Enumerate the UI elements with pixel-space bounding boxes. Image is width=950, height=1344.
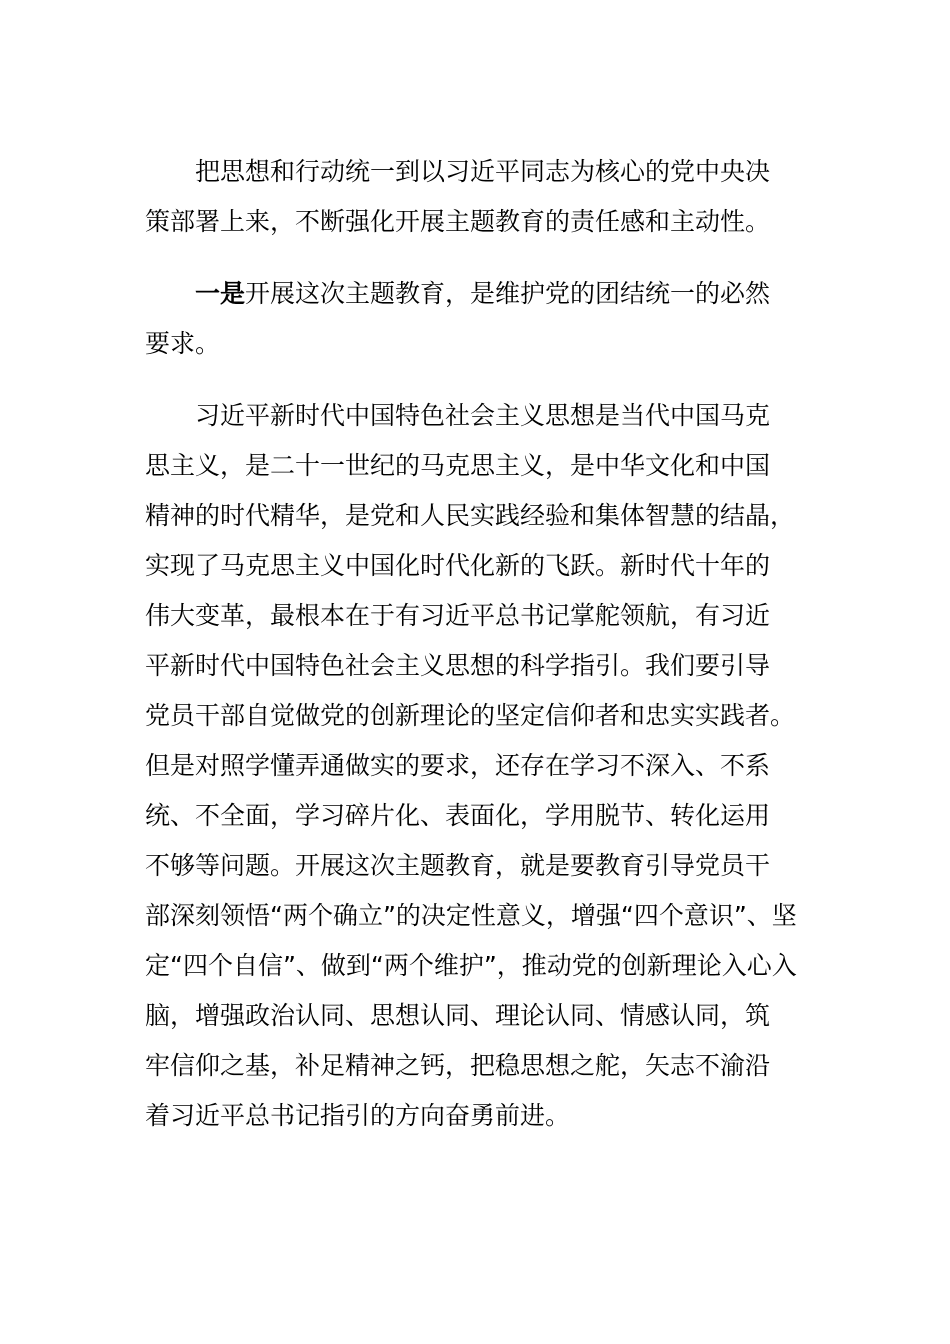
text-line: 牢信仰之基，补足精神之钙，把稳思想之舵，矢志不渝沿	[145, 1051, 771, 1080]
text-line: 习近平新时代中国特色社会主义思想是当代中国马克	[195, 401, 771, 430]
text-line: 但是对照学懂弄通做实的要求，还存在学习不深入、不系	[145, 751, 771, 780]
text-line: 思主义，是二十一世纪的马克思主义，是中华文化和中国	[145, 451, 771, 480]
text-line: 平新时代中国特色社会主义思想的科学指引。我们要引导	[145, 651, 771, 680]
text-line: 脑，增强政治认同、思想认同、理论认同、情感认同，筑	[145, 1001, 771, 1030]
text-line: 不够等问题。开展这次主题教育，就是要教育引导党员干	[145, 851, 771, 880]
text-line	[145, 269, 805, 319]
text-line: 定“四个自信”、做到“两个维护”，推动党的创新理论入心入	[145, 951, 797, 980]
text-line: 把思想和行动统一到以习近平同志为核心的党中央决	[195, 157, 771, 186]
text-line: 伟大变革，最根本在于有习近平总书记掌舵领航，有习近	[145, 601, 771, 630]
text-line: 部深刻领悟“两个确立”的决定性意义，增强“四个意识”、坚	[145, 901, 797, 930]
text-line: 精神的时代精华，是党和人民实践经验和集体智慧的结晶，	[145, 501, 796, 530]
text-line: 党员干部自觉做党的创新理论的坚定信仰者和忠实实践者。	[145, 701, 796, 730]
text-line: 策部署上来，不断强化开展主题教育的责任感和主动性。	[145, 207, 771, 236]
text-line: 着习近平总书记指引的方向奋勇前进。	[145, 1101, 571, 1130]
point-lead-bold: 一是	[195, 279, 246, 308]
text-line: 要求。	[145, 329, 221, 358]
text-line: 统、不全面，学习碎片化、表面化，学用脱节、转化运用	[145, 801, 771, 830]
paragraph-point-one	[145, 269, 805, 369]
text-line: 实现了马克思主义中国化时代化新的飞跃。新时代十年的	[145, 551, 771, 580]
paragraph-body	[145, 391, 805, 1141]
paragraph-intro	[145, 147, 805, 247]
point-heading-text: 开展这次主题教育，是维护党的团结统一的必然	[245, 279, 771, 308]
